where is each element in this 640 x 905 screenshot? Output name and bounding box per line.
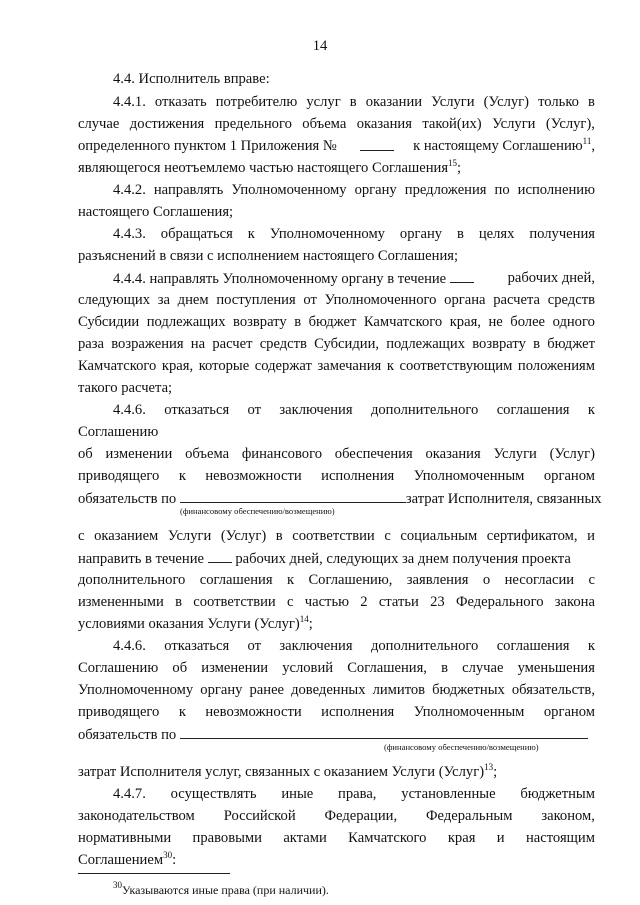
item-4-4-6b-line: обязательств по [78,727,588,743]
word: невозможности [205,468,302,484]
word: Услуги [431,94,475,110]
word: более [510,314,546,330]
word: отказать [154,94,207,110]
word: случае [78,116,120,132]
word: уменьшения [517,660,595,676]
item-4-4-6b-line [78,661,595,676]
word: соглашения [496,638,570,654]
word: правовыми [192,830,262,846]
item-4-4-6b-line: затрат Исполнителя услуг, связанных с оказанием Услуги (Услуг)$^{13}$; [78,762,498,780]
word: с [78,528,85,544]
word: настоящим [525,830,595,846]
blank-field [450,271,474,283]
item-4-4-6a-line: обязательств по затрат Исполнителя, связанных [78,491,602,507]
item-4-4-1-text: определенного пунктом 1 Приложения № [78,138,337,154]
item-4-4-4-text: такого расчета; [78,380,173,396]
word: в [533,336,540,352]
word: 23 [430,594,445,610]
word: в [294,314,302,330]
word: нормативными [78,830,172,846]
word: исполнения [321,468,395,484]
word: края, [449,314,481,330]
word: Субсидии [78,314,140,330]
word: Уполномоченному [269,226,385,242]
word: Услуги [492,116,536,132]
item-4-4-4-text: рабочих дней, [507,270,595,286]
word: соответствии [193,594,276,610]
word: измененными [78,594,164,610]
blank-field [180,727,588,739]
word: к [386,358,394,374]
word: органом [543,704,595,720]
item-4-4-7-line [78,809,595,824]
word: с [287,594,294,610]
word: об [78,446,93,462]
word: возврату [472,336,526,352]
word: средств [547,292,595,308]
word: Камчатского [363,314,443,330]
word: органу [200,682,243,698]
word: Федерального [455,594,544,610]
word: обязательств, [511,682,595,698]
footnote [113,880,329,897]
word: соглашения [496,402,570,418]
item-4-4-6a-text: Соглашению [78,424,159,440]
word: бюджетных [432,682,505,698]
word: в [349,94,357,110]
item-4-4-4-line [78,315,595,330]
item-4-4-2-line [113,183,595,198]
word: Уполномоченному [231,182,347,198]
word: законом, [541,808,595,824]
word: предложения [404,182,487,198]
item-4-4-4-text: 4.4.4. направлять Уполномоченному органу в течение [113,271,474,287]
word: оказанием [94,528,159,544]
word: случае [462,660,504,676]
word: соглашения [199,572,273,588]
word: к [286,572,295,588]
word: несогласии [504,572,575,588]
word: 2 [360,594,368,610]
word: исполнению [517,182,595,198]
word: об [172,660,188,676]
item-4-4-6b-line [78,705,595,720]
word: достижения [129,116,205,132]
word: от [247,638,262,654]
word: Камчатского [78,358,157,374]
word: бюджетным [520,786,595,802]
word: расчета [493,292,541,308]
word: целях [478,226,515,242]
word: в [457,226,464,242]
word: оказании [365,94,423,110]
item-4-4-6a-line [78,529,595,544]
item-4-4-4-line [113,271,595,287]
item-4-4-3-line [113,227,595,242]
item-4-4-1-line: являющегося неотъемлемо частью настоящего Соглашения$^{15}$; [78,158,462,176]
word: невозможности [205,704,302,720]
word: 4.4.7. [113,786,146,802]
word: с [588,572,595,588]
word: в [441,660,448,676]
word: края [447,830,476,846]
item-4-4-1-line [113,95,595,110]
word: права, [338,786,377,802]
item-4-4-6a-line [78,469,595,484]
word: дополнительного [78,572,186,588]
item-4-4-7-line [78,831,595,846]
word: о [482,572,491,588]
word: (Услуг) [220,528,267,544]
word: положениям [517,358,595,374]
blank-field [208,551,232,563]
word: Субсидии, [314,336,380,352]
word: дополнительного [370,638,479,654]
word: 4.4.3. [113,226,146,242]
footnote-separator [78,873,230,874]
word: установленные [401,786,496,802]
word: Российской [223,808,296,824]
word: социальным [400,528,478,544]
word: которые [198,358,250,374]
word: обращаться [160,226,233,242]
word: изменении [105,446,173,462]
word: (Услуг) [483,94,530,110]
word: Уполномоченным [413,704,525,720]
word: замечания [317,358,382,374]
footnote-mark: 30 [113,880,122,890]
word: Соглашению [78,660,159,676]
word: края, [161,358,194,374]
word: днем [177,292,209,308]
section-heading: 4.4. Исполнитель вправе: [113,71,270,87]
item-4-4-6a-line: условиями оказания Услуги (Услуг)$^{14}$; [78,614,313,632]
word: 4.4.2. [113,182,146,198]
word: Соглашения, [347,660,427,676]
item-4-4-6b-line [78,683,595,698]
word: объема [302,116,347,132]
word: в [588,94,595,110]
word: частью [304,594,349,610]
word: заключения [279,638,353,654]
word: Соглашению, [308,572,393,588]
word: оказания [356,116,412,132]
word: только [538,94,579,110]
item-4-4-6a-line: направить в течение рабочих дней, следующих за днем получения проекта [78,551,571,567]
word: ранее [249,682,285,698]
word: Камчатского [348,830,427,846]
word: актами [283,830,327,846]
item-4-4-4-line [78,337,595,352]
footnote-ref: 15 [448,158,458,168]
footnote-ref: 30 [163,850,173,860]
word: от [303,292,317,308]
word: потребителю [215,94,298,110]
word: приводящего [78,704,160,720]
word: отказаться [164,402,230,418]
word: органу [354,182,397,198]
word: заключения [279,402,353,418]
word: к [247,226,255,242]
word: осуществлять [170,786,257,802]
word: за [157,292,170,308]
word: содержат [254,358,312,374]
word: бюджет [308,314,357,330]
blank-field [180,491,406,503]
page-number: 14 [312,38,328,54]
item-4-4-4-line [78,293,595,308]
word: Услуги [167,528,212,544]
word: объема [185,446,230,462]
word: к [178,468,186,484]
word: Уполномоченному [78,682,194,698]
item-4-4-6a-line [78,447,595,462]
footnote-ref: 13 [484,762,494,772]
word: к [587,638,595,654]
word: отказаться [164,638,230,654]
word: 4.4.1. [113,94,146,110]
word: к [587,402,595,418]
word: заявления [406,572,469,588]
word: средств [259,336,307,352]
word: (Услуг), [545,116,595,132]
word: сертификатом, [486,528,578,544]
field-caption: (финансовому обеспечению/возмещению) [180,506,335,516]
word: соответствии [292,528,375,544]
item-4-4-3-text: разъяснений в связи с исполнением настоящего Соглашения; [78,248,459,264]
word: изменении [201,660,269,676]
word: предельного [214,116,292,132]
word: и [587,528,595,544]
item-4-4-6b-line [113,639,595,654]
word: возврату [233,314,287,330]
word: соответствующим [399,358,513,374]
item-4-4-6a-line [78,595,595,610]
word: бюджет [547,336,595,352]
item-4-4-1-text: к настоящему Соглашению$^{11}$, [413,136,595,154]
item-4-4-7-line [113,787,595,802]
word: и [496,830,505,846]
word: раза [78,336,105,352]
word: органом [543,468,595,484]
word: возражения [111,336,184,352]
word: в [275,528,283,544]
word: лимитов [372,682,426,698]
word: Федеральным [426,808,513,824]
word: направлять [153,182,224,198]
word: Уполномоченного [324,292,437,308]
word: Федерации, [324,808,398,824]
word: дополнительного [370,402,479,418]
item-4-4-2-text: настоящего Соглашения; [78,204,234,220]
word: 4.4.6. [113,638,146,654]
word: органа [444,292,486,308]
word: Уполномоченным [413,468,525,484]
word: от [247,402,262,418]
word: расчет [212,336,253,352]
word: с [384,528,391,544]
word: услуг [306,94,341,110]
item-4-4-6a-line [113,403,595,418]
footnote-ref: 11 [582,136,592,146]
word: 4.4.6. [113,402,146,418]
field-caption: (финансовому обеспечению/возмещению) [384,742,539,752]
word: органу [399,226,443,242]
word: одного [552,314,595,330]
word: (Услуг) [549,446,595,462]
item-4-4-6a-line [78,573,595,588]
word: статьи [378,594,419,610]
word: следующих [78,292,151,308]
word: такой(их) [422,116,482,132]
word: Услуги [493,446,537,462]
word: оказания [425,446,481,462]
item-4-4-1-line [78,136,595,154]
word: подлежащих [146,314,226,330]
word: по [494,182,510,198]
word: на [190,336,206,352]
word: приводящего [78,468,160,484]
item-4-4-4-line [78,359,595,374]
word: законодательством [78,808,195,824]
item-4-4-7-line: Соглашением$^{30}$: [78,850,177,868]
word: подлежащих [386,336,466,352]
word: обеспечения [334,446,413,462]
word: условий [282,660,334,676]
item-4-4-1-line [78,117,595,132]
word: не [488,314,503,330]
word: в [175,594,183,610]
footnote-ref: 14 [299,614,309,624]
word: поступления [216,292,296,308]
word: исполнения [321,704,395,720]
word: иные [281,786,314,802]
blank-field [360,139,394,151]
word: закона [554,594,595,610]
word: доведенных [291,682,366,698]
word: финансового [241,446,322,462]
footnote-text: Указываются иные права (при наличии). [122,883,329,897]
word: к [178,704,186,720]
word: получения [529,226,595,242]
